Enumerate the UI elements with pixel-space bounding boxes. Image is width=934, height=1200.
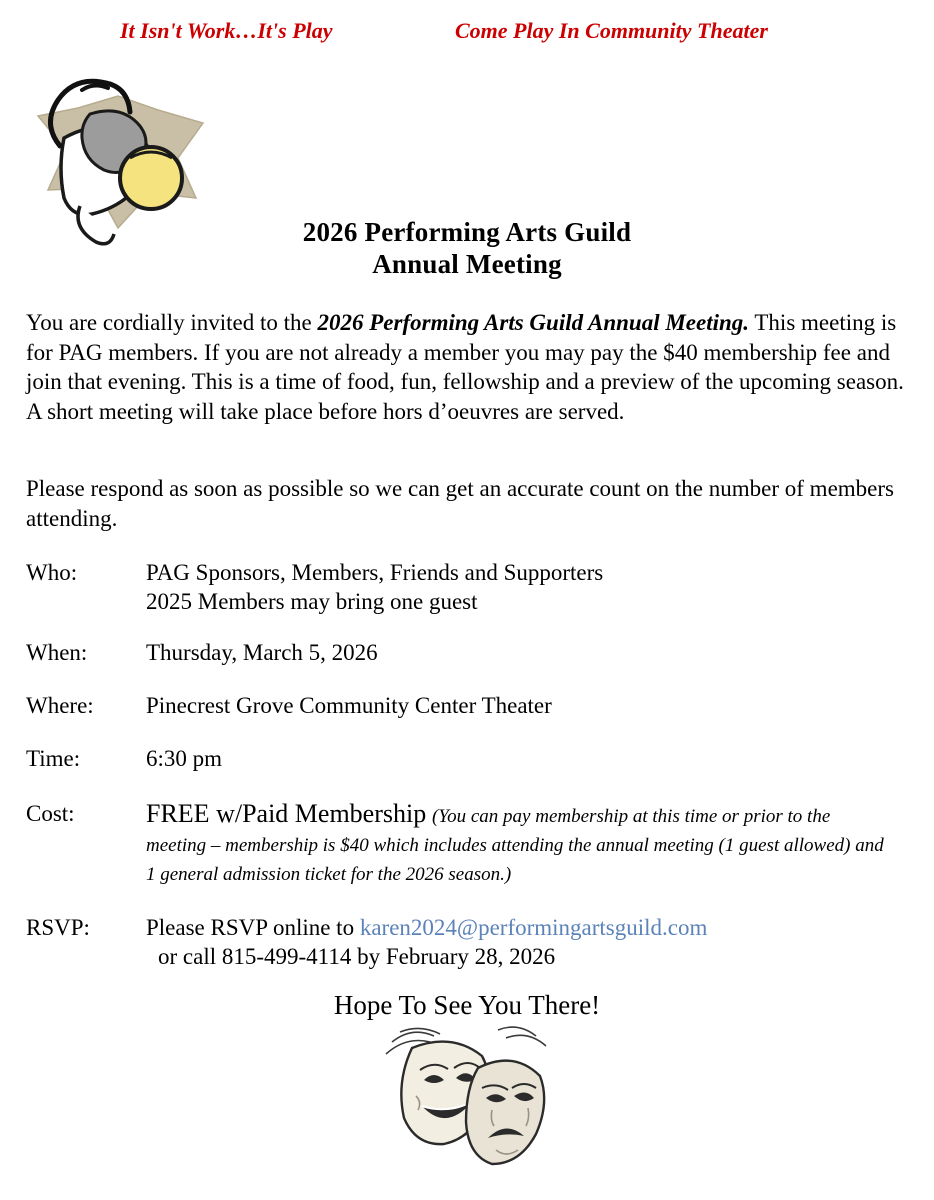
detail-row-rsvp bbox=[26, 913, 910, 971]
detail-row-where bbox=[26, 691, 910, 720]
details-list bbox=[26, 558, 910, 989]
time-label: Time: bbox=[26, 746, 81, 771]
where-label: Where: bbox=[26, 693, 94, 718]
detail-row-time bbox=[26, 744, 910, 773]
rsvp-label: RSVP: bbox=[26, 915, 90, 940]
detail-row-cost bbox=[26, 799, 910, 887]
rsvp-value bbox=[146, 913, 886, 971]
invitation-paragraph bbox=[26, 308, 910, 426]
respond-paragraph: Please respond as soon as possible so we can get an accurate count on the number of members attending. bbox=[26, 476, 894, 531]
cost-value-main: FREE w/Paid Membership bbox=[146, 799, 427, 828]
title-line-1: 2026 Performing Arts Guild bbox=[302, 217, 632, 247]
comedy-tragedy-masks-icon bbox=[378, 1022, 563, 1182]
invitation-prefix: You are cordially invited to the bbox=[26, 310, 318, 335]
tagline-right: Come Play In Community Theater bbox=[455, 18, 768, 43]
page-title bbox=[0, 216, 934, 280]
invitation-emphasis: 2026 Performing Arts Guild Annual Meeting. bbox=[317, 310, 750, 335]
rsvp-prefix: Please RSVP online to bbox=[146, 915, 360, 940]
closing-line: Hope To See You There! bbox=[333, 990, 601, 1020]
tagline-left: It Isn't Work…It's Play bbox=[120, 18, 333, 43]
cost-value bbox=[146, 799, 886, 887]
invitation-rest: This meeting is for PAG members. If you are not already a member you may pay the $40 membership fee and join that evening. This is a time of food, fun, fellowship and a preview of the upcoming season. A short meeting will take place before hors d’oeuvres are served. bbox=[26, 310, 904, 424]
detail-row-when bbox=[26, 638, 910, 667]
time-value: 6:30 pm bbox=[146, 746, 223, 771]
title-line-2: Annual Meeting bbox=[372, 249, 562, 279]
who-label: Who: bbox=[26, 560, 78, 585]
cost-value-note: (You can pay membership at this time or prior to the meeting – membership is $40 which includes attending the annual meeting (1 guest allowed) and 1 general admission ticket for the 2026 season.) bbox=[146, 806, 884, 885]
when-label: When: bbox=[26, 640, 88, 665]
rsvp-email-link[interactable]: karen2024@performingartsguild.com bbox=[359, 915, 708, 940]
where-value: Pinecrest Grove Community Center Theater bbox=[146, 693, 552, 718]
rsvp-phone-line: or call 815-499-4114 by February 28, 2026 bbox=[158, 944, 556, 969]
who-value-line-2: 2025 Members may bring one guest bbox=[146, 589, 478, 614]
detail-row-who bbox=[26, 558, 910, 616]
cost-label: Cost: bbox=[26, 801, 75, 826]
when-value: Thursday, March 5, 2026 bbox=[146, 640, 378, 665]
who-value bbox=[146, 558, 886, 616]
who-value-line-1: PAG Sponsors, Members, Friends and Supporters bbox=[146, 560, 604, 585]
